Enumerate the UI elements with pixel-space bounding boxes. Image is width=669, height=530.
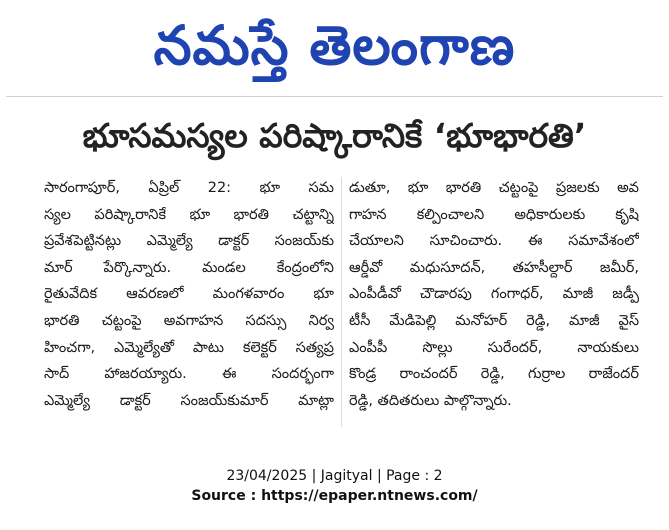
text-line: ఎమ్మెల్యే డాక్టర్‌ సంజయ్‌కుమార్‌ మాట్లా bbox=[44, 392, 334, 409]
text-line: ఎంపీపీ సొల్లు సురేందర్‌, నాయకులు bbox=[349, 339, 639, 356]
headline-text: భూసమస్యల పరిష్కారానికే ‘భూభారతి’ bbox=[82, 115, 587, 155]
text-line: చేయాలని సూచించారు. ఈ సమావేశంలో bbox=[349, 233, 639, 250]
headline bbox=[6, 105, 663, 165]
article-column-left bbox=[44, 175, 334, 414]
text-line: ఎంపీడీవో చౌడారపు గంగాధర్‌, మాజీ జడ్పీ bbox=[349, 286, 639, 303]
newspaper-title: నమస్తే తెలంగాణ bbox=[153, 14, 516, 77]
column-divider bbox=[341, 177, 342, 427]
text-line: గాహన కల్పించాలని అధికారులకు కృషి bbox=[349, 206, 639, 223]
article-column-right bbox=[349, 175, 639, 414]
text-line: ఆర్డీవో మధుసూదన్‌, తహసీల్దార్‌ జమీర్‌, bbox=[349, 259, 639, 276]
masthead bbox=[0, 0, 669, 92]
text-line: రైతువేదిక ఆవరణలో మంగళవారం భూ bbox=[44, 286, 334, 303]
text-line: ప్రవేశపెట్టినట్లు ఎమ్మెల్యే డాక్టర్‌ సంజయ్‌కు bbox=[44, 233, 334, 250]
text-line: హించగా, ఎమ్మెల్యేతో పాటు కలెక్టర్‌ సత్యప్ర bbox=[44, 339, 334, 356]
text-line: సారంగాపూర్‌, ఏప్రిల్‌ 22: భూ సమ bbox=[44, 180, 334, 196]
source-line: Source : https://epaper.ntnews.com/ bbox=[191, 488, 478, 504]
text-line: కొండ్ర రాంచందర్‌ రెడ్డి, గుర్రాల రాజేందర్‌ bbox=[349, 366, 639, 383]
text-line: భారతి చట్టంపై అవగాహన సదస్సు నిర్వ bbox=[44, 312, 334, 329]
text-line: స్యల పరిష్కారానికే భూ భారతి చట్టాన్ని bbox=[44, 206, 334, 223]
news-clipping bbox=[6, 96, 663, 449]
text-line: రెడ్డి, తదితరులు పాల్గొన్నారు. bbox=[349, 392, 512, 409]
source-caption bbox=[0, 466, 669, 506]
text-line: టీసీ మేడిపెల్లి మనోహర్‌ రెడ్డి, మాజీ వైస్‌ bbox=[349, 312, 639, 329]
text-line: డుతూ, భూ భారతి చట్టంపై ప్రజలకు అవ bbox=[349, 180, 639, 196]
text-line: సాద్‌ హాజరయ్యారు. ఈ సందర్భంగా bbox=[44, 366, 334, 383]
date-edition-line: 23/04/2025 | Jagityal | Page : 2 bbox=[226, 468, 443, 484]
text-line: మార్‌ పేర్కొన్నారు. మండల కేంద్రంలోని bbox=[44, 259, 334, 276]
